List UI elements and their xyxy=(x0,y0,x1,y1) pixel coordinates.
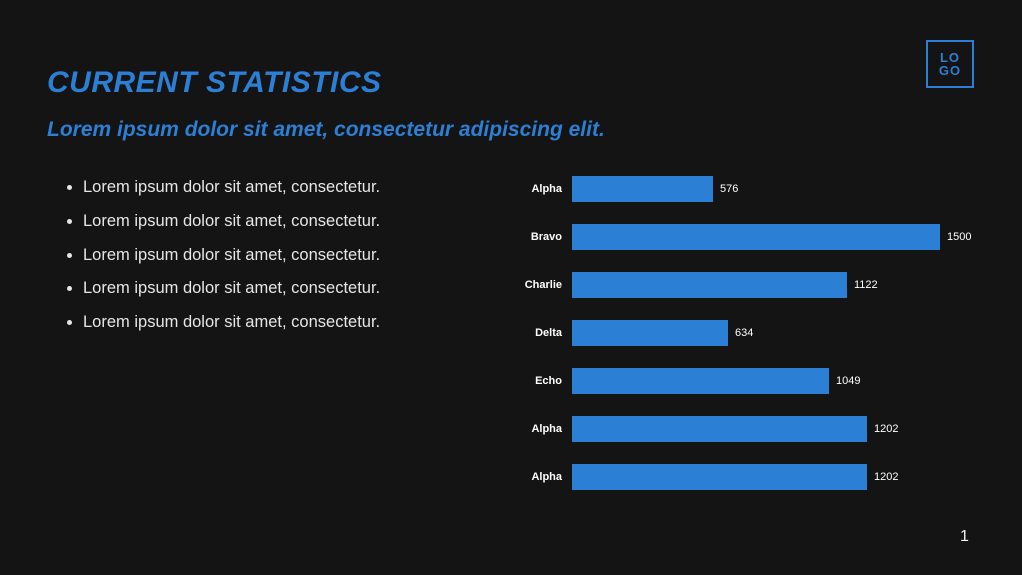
bar-category-label: Echo xyxy=(535,375,562,387)
bar-track xyxy=(572,224,1000,250)
bar-chart xyxy=(500,176,1000,512)
list-item: • Lorem ipsum dolor sit amet, consectetur. xyxy=(83,212,513,232)
page-number: 1 xyxy=(960,528,969,545)
bar-row xyxy=(500,416,1000,442)
bar-row xyxy=(500,272,1000,298)
bar-fill xyxy=(572,320,728,346)
bar-row xyxy=(500,464,1000,490)
bar-value-label: 1202 xyxy=(874,423,899,435)
bar-track xyxy=(572,368,1000,394)
bar-track xyxy=(572,416,1000,442)
bar-value-label: 1049 xyxy=(836,375,861,387)
logo-line-2: GO xyxy=(938,63,962,78)
bar-track xyxy=(572,176,1000,202)
bar-track xyxy=(572,320,1000,346)
bar-row xyxy=(500,368,1000,394)
bar-track xyxy=(572,272,1000,298)
bar-category-label: Delta xyxy=(535,327,562,339)
bar-fill xyxy=(572,176,713,202)
bar-fill xyxy=(572,416,867,442)
list-item: • Lorem ipsum dolor sit amet, consectetur. xyxy=(83,279,513,299)
bar-row xyxy=(500,320,1000,346)
bar-value-label: 1500 xyxy=(947,231,972,243)
bar-value-label: 634 xyxy=(735,327,754,339)
page-title: CURRENT STATISTICS xyxy=(47,66,382,99)
bar-category-label: Charlie xyxy=(524,279,562,291)
bullet-list xyxy=(47,178,513,347)
bar-fill xyxy=(572,224,940,250)
bar-row xyxy=(500,224,1000,250)
bar-category-label: Alpha xyxy=(531,471,562,483)
bar-category-label: Alpha xyxy=(531,423,562,435)
list-item: • Lorem ipsum dolor sit amet, consectetur. xyxy=(83,178,513,198)
bar-row xyxy=(500,176,1000,202)
list-item: • Lorem ipsum dolor sit amet, consectetur. xyxy=(83,313,513,333)
page-subtitle: Lorem ipsum dolor sit amet, consectetur adipiscing elit. xyxy=(47,118,605,141)
bar-track xyxy=(572,464,1000,490)
bar-fill xyxy=(572,368,829,394)
bar-value-label: 1122 xyxy=(854,279,878,291)
list-item: • Lorem ipsum dolor sit amet, consectetur. xyxy=(83,246,513,266)
bar-category-label: Bravo xyxy=(530,231,562,243)
bar-fill xyxy=(572,272,847,298)
logo-line-1: LO xyxy=(939,50,961,65)
logo xyxy=(926,40,974,88)
bar-value-label: 576 xyxy=(720,183,739,195)
bar-fill xyxy=(572,464,867,490)
bar-category-label: Alpha xyxy=(531,183,562,195)
bar-value-label: 1202 xyxy=(874,471,899,483)
